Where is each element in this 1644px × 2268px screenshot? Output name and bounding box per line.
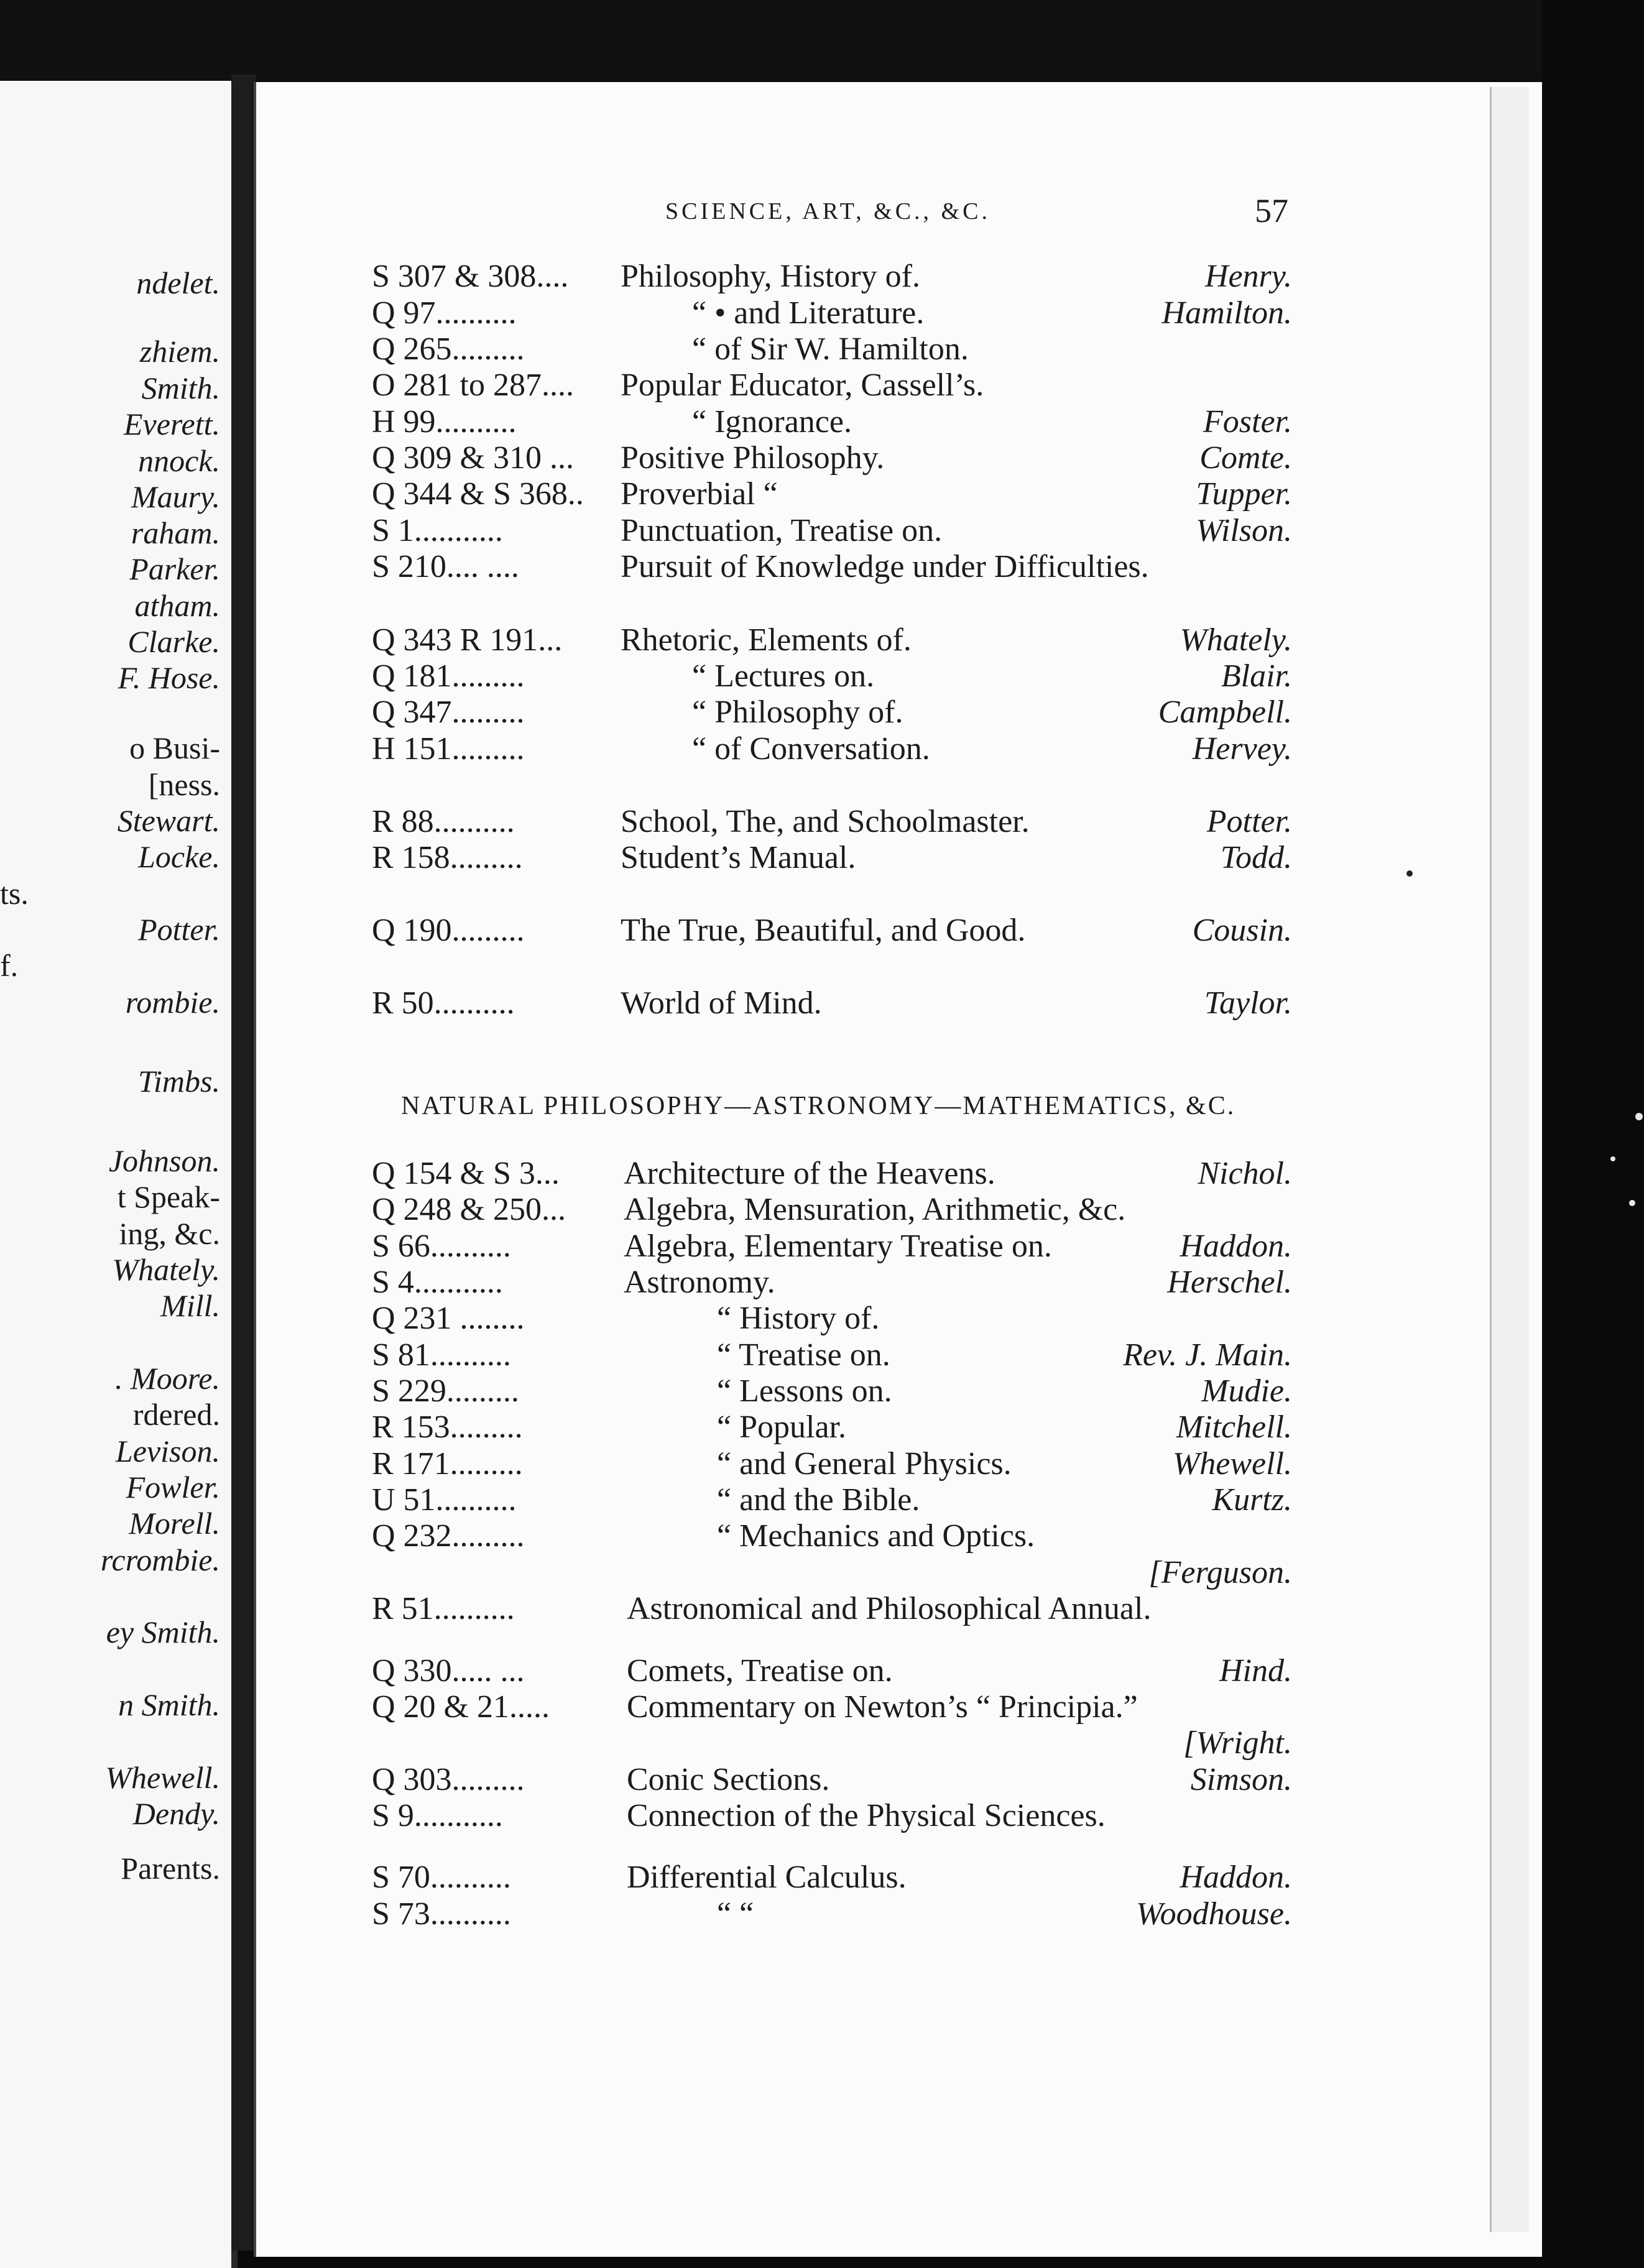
catalog-entry (372, 1337, 1292, 1374)
catalog-entry (372, 803, 1292, 841)
catalog-entry (372, 694, 1292, 731)
running-header: SCIENCE, ART, &C., &C. (665, 198, 991, 224)
left-fragment: . Moore. (115, 1361, 220, 1396)
left-fragment: rombie. (125, 985, 220, 1020)
page-edge (1490, 87, 1529, 2232)
entry-title: Architecture of the Heavens. (624, 1156, 995, 1191)
entry-title: Pursuit of Knowledge under Difficulties. (621, 549, 1149, 584)
entry-author: Hervey. (1192, 731, 1292, 767)
entry-author: Hamilton. (1161, 295, 1292, 331)
shelf-code: S 307 & 308.... (372, 259, 569, 294)
left-fragment: zhiem. (139, 334, 220, 369)
entry-title: Proverbial “ (621, 476, 778, 512)
shelf-code: R 51.......... (372, 1591, 515, 1626)
catalog-entry (372, 731, 1292, 768)
left-fragment: Dendy. (132, 1796, 220, 1831)
entry-author: Todd. (1220, 840, 1292, 875)
left-fragment: ts. (0, 876, 29, 911)
entry-author: Mitchell. (1176, 1409, 1292, 1445)
entry-title: “ Mechanics and Optics. (717, 1518, 1035, 1554)
left-fragment: nnock. (138, 443, 220, 478)
entry-title: Conic Sections. (627, 1762, 830, 1797)
shelf-code: R 158......... (372, 840, 523, 875)
left-fragment: Everett. (123, 407, 220, 441)
shelf-code: S 1........... (372, 513, 503, 548)
shelf-code: S 81.......... (372, 1337, 511, 1373)
catalog-entry (372, 548, 1292, 586)
catalog-entry (372, 1445, 1292, 1483)
catalog-entry (372, 839, 1292, 877)
entry-author: Taylor. (1204, 985, 1292, 1021)
left-fragment: ndelet. (136, 265, 220, 300)
shelf-code: H 151......... (372, 731, 525, 767)
left-fragment: Whately. (112, 1252, 220, 1287)
entry-title: Popular Educator, Cassell’s. (621, 367, 984, 403)
entry-title: “ Philosophy of. (692, 694, 903, 730)
left-fragment: Clarke. (127, 624, 220, 659)
entry-author: [Ferguson. (1148, 1555, 1292, 1590)
entry-author: Campbell. (1158, 694, 1292, 730)
entry-title: Comets, Treatise on. (627, 1653, 893, 1689)
left-fragment: Maury. (131, 479, 220, 514)
entry-title: Commentary on Newton’s “ Principia.” (627, 1689, 1138, 1725)
entry-title: Astronomical and Philosophical Annual. (627, 1591, 1152, 1626)
shelf-code: S 210.... .... (372, 549, 519, 584)
entry-title: Punctuation, Treatise on. (621, 513, 943, 548)
entry-title: Connection of the Physical Sciences. (627, 1798, 1106, 1833)
left-fragment: Levison. (115, 1434, 220, 1468)
entry-title: “ of Sir W. Hamilton. (692, 331, 969, 367)
entry-author: Whewell. (1172, 1446, 1292, 1482)
scan-speck (1629, 1200, 1635, 1206)
entry-author: Wilson. (1196, 513, 1292, 548)
catalog-entry (372, 1859, 1292, 1896)
catalog-entry (372, 403, 1292, 441)
entry-author: Comte. (1199, 440, 1292, 476)
catalog-entry (372, 1409, 1292, 1446)
catalog-entry (372, 1761, 1292, 1799)
shelf-code: R 88.......... (372, 804, 515, 839)
catalog-entry (372, 476, 1292, 513)
entry-title: Astronomy. (624, 1265, 775, 1300)
shelf-code: Q 303......... (372, 1762, 525, 1797)
entry-title: Differential Calculus. (627, 1860, 907, 1895)
left-fragment: Fowler. (126, 1470, 220, 1505)
entry-title: World of Mind. (621, 985, 822, 1021)
shelf-code: Q 343 R 191... (372, 622, 563, 658)
catalog-entry (372, 622, 1292, 659)
entry-title: “ “ (717, 1896, 754, 1932)
scan-background (0, 0, 1644, 87)
shelf-code: S 9........... (372, 1798, 503, 1833)
section-heading: NATURAL PHILOSOPHY—ASTRONOMY—MATHEMATICS, &C. (401, 1092, 1236, 1120)
left-fragment: [ness. (148, 767, 220, 802)
catalog-entry (372, 912, 1292, 949)
entry-author: Potter. (1206, 804, 1292, 839)
left-fragment: ing, &c. (119, 1216, 220, 1251)
catalog-entry (372, 1373, 1292, 1410)
left-fragment: Smith. (141, 371, 220, 405)
shelf-code: H 99.......... (372, 404, 517, 440)
catalog-entry (372, 1191, 1292, 1228)
entry-title: Positive Philosophy. (621, 440, 885, 476)
catalog-entry (372, 440, 1292, 477)
left-fragment: Mill. (160, 1288, 220, 1323)
entry-author: Nichol. (1198, 1156, 1292, 1191)
shelf-code: Q 20 & 21..... (372, 1689, 550, 1725)
entry-author: Herschel. (1167, 1265, 1292, 1300)
shelf-code: S 4........... (372, 1265, 503, 1300)
left-fragment: Timbs. (137, 1064, 220, 1099)
entry-title: “ Treatise on. (717, 1337, 890, 1373)
shelf-code: Q 154 & S 3... (372, 1156, 560, 1191)
entry-author: Haddon. (1180, 1228, 1292, 1264)
entry-title: “ of Conversation. (692, 731, 930, 767)
entry-title: “ Popular. (717, 1409, 846, 1445)
shelf-code: Q 309 & 310 ... (372, 440, 574, 476)
entry-author: Woodhouse. (1136, 1896, 1292, 1932)
shelf-code: O 281 to 287.... (372, 367, 574, 403)
entry-title: “ Lectures on. (692, 658, 875, 694)
entry-author: Whately. (1180, 622, 1292, 658)
entry-author: Blair. (1221, 658, 1292, 694)
entry-title: Student’s Manual. (621, 840, 856, 875)
catalog-entry (372, 1896, 1292, 1933)
shelf-code: R 50.......... (372, 985, 515, 1021)
catalog-entry (372, 1518, 1292, 1555)
catalog-entry (372, 1689, 1292, 1726)
scan-speck (1635, 1113, 1643, 1120)
left-fragment: Stewart. (117, 803, 220, 838)
entry-author: Tupper. (1196, 476, 1292, 512)
left-fragment: F. Hose. (118, 660, 220, 695)
shelf-code: Q 190......... (372, 913, 525, 948)
shelf-code: S 229......... (372, 1373, 519, 1409)
entry-title: “ Lessons on. (717, 1373, 892, 1409)
shelf-code: Q 231 ........ (372, 1301, 525, 1336)
catalog-entry (372, 1482, 1292, 1519)
left-fragment: f. (0, 948, 19, 983)
book-gutter (231, 75, 256, 2251)
entry-title: “ History of. (717, 1301, 880, 1336)
shelf-code: U 51.......... (372, 1482, 517, 1518)
entry-author: Simson. (1190, 1762, 1292, 1797)
shelf-code: S 73.......... (372, 1896, 511, 1932)
entry-author: Kurtz. (1212, 1482, 1292, 1518)
entry-title: Algebra, Elementary Treatise on. (624, 1228, 1052, 1264)
entry-title: School, The, and Schoolmaster. (621, 804, 1030, 839)
entry-title: “ • and Literature. (692, 295, 925, 331)
left-fragment: Morell. (129, 1506, 220, 1541)
shelf-code: Q 347......... (372, 694, 525, 730)
left-fragment: t Speak- (117, 1179, 220, 1214)
entry-author: [Wright. (1183, 1725, 1292, 1761)
entry-title: Algebra, Mensuration, Arithmetic, &c. (624, 1192, 1126, 1227)
left-fragment: n Smith. (118, 1687, 220, 1722)
shelf-code: Q 97.......... (372, 295, 517, 331)
entry-author: Hind. (1219, 1653, 1292, 1689)
scan-background-right (1542, 0, 1644, 2268)
entry-author: Haddon. (1180, 1860, 1292, 1895)
shelf-code: R 153......... (372, 1409, 523, 1445)
shelf-code: Q 265......... (372, 331, 525, 367)
entry-title: “ and General Physics. (717, 1446, 1012, 1482)
catalog-entry (372, 985, 1292, 1022)
entry-title: Philosophy, History of. (621, 259, 920, 294)
catalog-entry-continuation (372, 1554, 1292, 1592)
left-fragment: Johnson. (108, 1143, 220, 1178)
catalog-entry (372, 1228, 1292, 1265)
left-page (0, 81, 238, 2268)
left-fragment: Potter. (138, 912, 220, 947)
catalog-entry-continuation (372, 1725, 1292, 1762)
left-fragment: Parker. (129, 551, 220, 586)
catalog-entry (372, 658, 1292, 695)
catalog-entry (372, 512, 1292, 550)
left-fragment: raham. (131, 515, 220, 550)
shelf-code: Q 181......... (372, 658, 525, 694)
entry-author: Rev. J. Main. (1123, 1337, 1292, 1373)
entry-title: “ and the Bible. (717, 1482, 920, 1518)
entry-title: The True, Beautiful, and Good. (621, 913, 1026, 948)
shelf-code: Q 330..... ... (372, 1653, 525, 1689)
shelf-code: Q 232......... (372, 1518, 525, 1554)
left-fragment: Locke. (138, 839, 220, 874)
catalog-entry (372, 1264, 1292, 1301)
left-fragment: Whewell. (105, 1760, 220, 1795)
left-fragment: rdered. (132, 1397, 220, 1432)
shelf-code: Q 344 & S 368.. (372, 476, 584, 512)
shelf-code: Q 248 & 250... (372, 1192, 566, 1227)
left-fragment: atham. (134, 588, 220, 623)
shelf-code: S 70.......... (372, 1860, 511, 1895)
catalog-entry (372, 1590, 1292, 1628)
catalog-entry (372, 258, 1292, 295)
shelf-code: R 171......... (372, 1446, 523, 1482)
left-fragment: rcrombie. (100, 1542, 220, 1577)
catalog-entry (372, 367, 1292, 404)
ink-dot (1406, 870, 1413, 877)
left-fragment: ey Smith. (106, 1615, 220, 1649)
shelf-code: S 66.......... (372, 1228, 511, 1264)
entry-author: Cousin. (1192, 913, 1292, 948)
entry-author: Mudie. (1201, 1373, 1292, 1409)
catalog-entry (372, 295, 1292, 332)
scan-speck (1610, 1156, 1615, 1161)
catalog-entry (372, 1155, 1292, 1192)
catalog-entry (372, 331, 1292, 368)
entry-title: “ Ignorance. (692, 404, 852, 440)
page-number: 57 (1255, 192, 1288, 229)
left-fragment: o Busi- (129, 731, 220, 765)
catalog-entry (372, 1300, 1292, 1337)
entry-title: Rhetoric, Elements of. (621, 622, 912, 658)
catalog-entry (372, 1653, 1292, 1690)
entry-author: Foster. (1203, 404, 1292, 440)
left-fragment: Parents. (121, 1851, 220, 1886)
entry-author: Henry. (1204, 259, 1292, 294)
catalog-entry (372, 1797, 1292, 1835)
